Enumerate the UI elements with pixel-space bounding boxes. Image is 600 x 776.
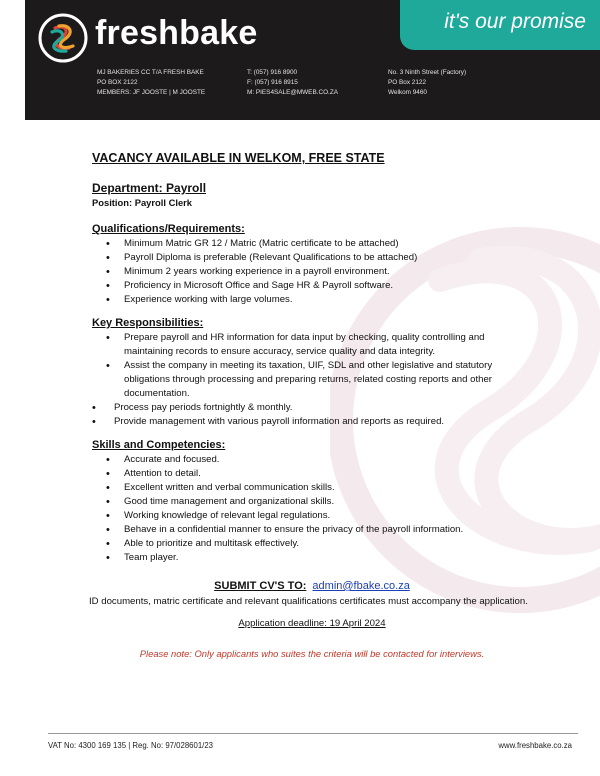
- list-item: • Accurate and focused.: [106, 453, 532, 467]
- brand-name: freshbake: [95, 14, 258, 52]
- interview-note: Please note: Only applicants who suites the criteria will be contacted for interviews.: [139, 648, 485, 659]
- footer-divider: [48, 733, 578, 734]
- department-heading: Department: Payroll: [92, 181, 207, 195]
- list-item: • Experience working with large volumes.: [106, 293, 532, 307]
- list-item: • Assist the company in meeting its taxation, UIF, SDL and other legislative and statutory obligations through processing and preparing returns, related costing reports and other documentation.: [106, 359, 532, 401]
- list-item: • Minimum Matric GR 12 / Matric (Matric certificate to be attached): [106, 237, 532, 251]
- address-info: [388, 68, 466, 98]
- vacancy-content: [89, 151, 532, 661]
- company-line: PO BOX 2122: [97, 79, 138, 86]
- company-line: MJ BAKERIES CC T/A FRESH BAKE: [97, 69, 204, 76]
- email-link[interactable]: admin@fbake.co.za: [312, 580, 410, 592]
- website-link[interactable]: www.freshbake.co.za: [498, 741, 572, 750]
- responsibilities-heading: Key Responsibilities:: [92, 317, 204, 329]
- letterhead: [25, 0, 600, 120]
- phone-line: T: (057) 916 8900: [247, 69, 298, 76]
- application-deadline: Application deadline: 19 April 2024: [238, 618, 386, 629]
- submit-cv-line: [92, 579, 532, 594]
- company-line: MEMBERS: JF JOOSTE | M JOOSTE: [97, 89, 206, 96]
- list-item: • Attention to detail.: [106, 467, 532, 481]
- list-item: • Process pay periods fortnightly & monthly.: [92, 401, 532, 415]
- list-item: • Provide management with various payroll information and reports as required.: [92, 415, 532, 429]
- freshbake-logo-icon: [37, 12, 89, 64]
- list-item: • Proficiency in Microsoft Office and Sage HR & Payroll software.: [106, 279, 532, 293]
- list-item: • Payroll Diploma is preferable (Relevant Qualifications to be attached): [106, 251, 532, 265]
- skills-list: [106, 453, 532, 565]
- list-item: • Minimum 2 years working experience in a payroll environment.: [106, 265, 532, 279]
- qualifications-list: [106, 237, 532, 307]
- responsibilities-list: [106, 331, 532, 429]
- vacancy-title: VACANCY AVAILABLE IN WELKOM, FREE STATE: [92, 151, 385, 165]
- address-line: PO Box 2122: [388, 79, 427, 86]
- list-item: • Working knowledge of relevant legal regulations.: [106, 509, 532, 523]
- company-info: [97, 68, 205, 98]
- position-label: Position: Payroll Clerk: [92, 197, 193, 208]
- registration-info: VAT No: 4300 169 135 | Reg. No: 97/028601/23: [48, 741, 214, 750]
- qualifications-heading: Qualifications/Requirements:: [92, 223, 245, 235]
- skills-heading: Skills and Competencies:: [92, 439, 226, 451]
- fax-line: F: (057) 916 8915: [247, 79, 298, 86]
- address-line: No. 3 Ninth Street (Factory): [388, 69, 467, 76]
- address-line: Welkom 9460: [388, 89, 427, 96]
- submit-label: SUBMIT CV'S TO:: [214, 580, 307, 592]
- email-line: M: PIES4SALE@MWEB.CO.ZA: [247, 89, 339, 96]
- list-item: • Team player.: [106, 551, 532, 565]
- list-item: • Prepare payroll and HR information for data input by checking, quality controlling and maintaining records to ensure accuracy, service quality and data integrity.: [106, 331, 532, 359]
- list-item: • Good time management and organizational skills.: [106, 495, 532, 509]
- contact-info: [247, 68, 338, 98]
- tagline: it's our promise: [444, 10, 586, 33]
- documents-note: ID documents, matric certificate and relevant qualifications certificates must accompany the application.: [89, 596, 528, 607]
- list-item: • Able to prioritize and multitask effectively.: [106, 537, 532, 551]
- list-item: • Excellent written and verbal communication skills.: [106, 481, 532, 495]
- list-item: • Behave in a confidential manner to ensure the privacy of the payroll information.: [106, 523, 532, 537]
